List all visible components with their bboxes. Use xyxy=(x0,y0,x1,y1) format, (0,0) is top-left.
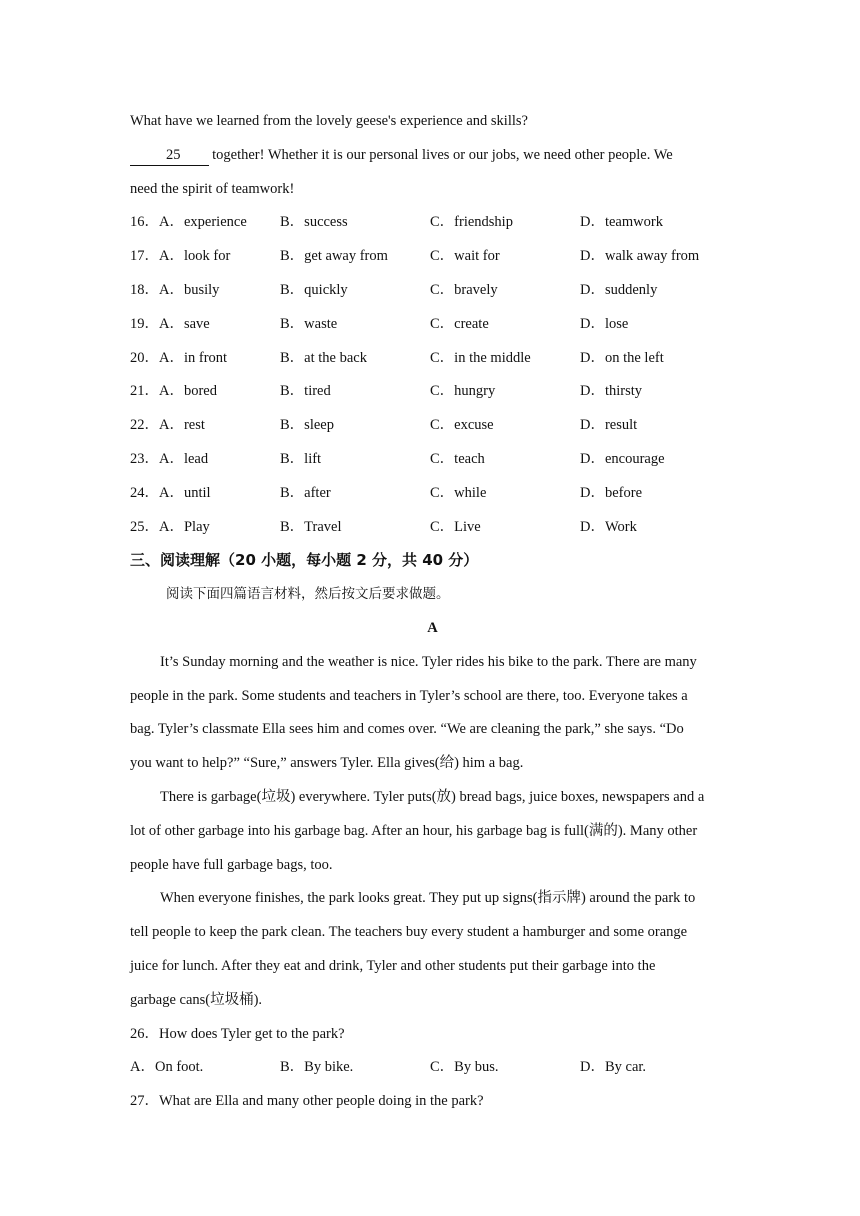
question-number: 18． xyxy=(130,281,159,298)
option-a-text: A．look for xyxy=(159,248,231,265)
option-a-text: A．Play xyxy=(159,518,210,535)
question-number: 19． xyxy=(130,315,159,332)
option-row-17 xyxy=(130,240,735,274)
blank-number: 25 xyxy=(166,146,181,163)
question-number: 22． xyxy=(130,417,159,434)
option-c: C．friendship xyxy=(430,214,513,231)
paragraph-line: It’s Sunday morning and the weather is nice. Tyler rides his bike to the park. There are many xyxy=(160,653,697,670)
exam-page xyxy=(130,105,735,1119)
option-a-text: A．busily xyxy=(159,281,220,298)
question-number: 24． xyxy=(130,484,159,501)
option-a-text: A．until xyxy=(159,484,211,501)
cloze-options-list xyxy=(130,206,735,544)
option-b: B．quickly xyxy=(280,281,348,298)
passage-paragraph xyxy=(130,882,735,1017)
option-a xyxy=(130,240,230,274)
option-d: D．suddenly xyxy=(580,281,658,298)
option-a-text: A．experience xyxy=(159,214,247,231)
option-d: D．By car. xyxy=(580,1059,647,1076)
passage-paragraph xyxy=(130,646,735,781)
option-row-25 xyxy=(130,511,735,545)
option-b: B．at the back xyxy=(280,349,367,366)
section-instruction: 阅读下面四篇语言材料，然后按文后要求做题。 xyxy=(166,586,450,603)
option-c: C．create xyxy=(430,315,489,332)
option-d: D．result xyxy=(580,417,638,434)
option-c: C．excuse xyxy=(430,417,494,434)
option-a-text: A．lead xyxy=(159,450,209,467)
option-c: C．in the middle xyxy=(430,349,531,366)
option-d: D．Work xyxy=(580,518,637,535)
option-d: D．encourage xyxy=(580,450,665,467)
paragraph-line: lot of other garbage into his garbage bag. After an hour, his garbage bag is full(满的). Many other xyxy=(130,822,698,839)
option-row-23 xyxy=(130,443,735,477)
option-d: D．thirsty xyxy=(580,383,643,400)
option-a xyxy=(130,308,210,342)
option-a xyxy=(130,274,219,308)
paragraph-line: people in the park. Some students and teachers in Tyler’s school are there, too. Everyone takes a xyxy=(130,687,688,704)
option-a xyxy=(130,477,211,511)
option-b: B．By bike. xyxy=(280,1059,354,1076)
option-d: D．lose xyxy=(580,315,629,332)
option-b: B．tired xyxy=(280,383,331,400)
answer-blank xyxy=(130,145,209,166)
option-c: C．By bus. xyxy=(430,1059,499,1076)
paragraph-line: people have full garbage bags, too. xyxy=(130,856,333,873)
paragraph-line: you want to help?” “Sure,” answers Tyler. Ella gives(给) him a bag. xyxy=(130,755,524,772)
option-b: B．lift xyxy=(280,450,322,467)
option-a xyxy=(130,206,247,240)
option-row-22 xyxy=(130,409,735,443)
option-d: D．on the left xyxy=(580,349,664,366)
option-row-16 xyxy=(130,206,735,240)
option-a-text: A．in front xyxy=(159,349,228,366)
option-a-text: A．rest xyxy=(159,417,205,434)
option-a-text: A．bored xyxy=(159,383,217,400)
blank-line-text: together! Whether it is our personal lives or our jobs, we need other people. We xyxy=(212,146,673,163)
option-c: C．bravely xyxy=(430,281,498,298)
intro-blank-line xyxy=(130,139,735,173)
option-a-text: A．save xyxy=(159,315,210,332)
option-d: D．teamwork xyxy=(580,214,663,231)
option-b: B．Travel xyxy=(280,518,342,535)
passage-title: A xyxy=(427,619,438,636)
option-b: B．waste xyxy=(280,315,338,332)
option-c: C．wait for xyxy=(430,248,500,265)
option-b: B．get away from xyxy=(280,248,388,265)
option-a xyxy=(130,409,205,443)
option-c: C．Live xyxy=(430,518,481,535)
question-number: 17． xyxy=(130,248,159,265)
option-b: B．after xyxy=(280,484,331,501)
option-c: C．hungry xyxy=(430,383,496,400)
paragraph-line: When everyone finishes, the park looks great. They put up signs(指示牌) around the park to xyxy=(160,890,696,907)
option-a xyxy=(130,443,208,477)
paragraph-line: juice for lunch. After they eat and drink, Tyler and other students put their garbage into the xyxy=(130,957,656,974)
intro-question-line: What have we learned from the lovely geese's experience and skills? xyxy=(130,113,528,129)
paragraph-line: garbage cans(垃圾桶). xyxy=(130,991,263,1008)
question-number: 21． xyxy=(130,383,159,400)
paragraph-line: There is garbage(垃圾) everywhere. Tyler puts(放) bread bags, juice boxes, newspapers and a xyxy=(160,788,705,805)
question-number: 23． xyxy=(130,450,159,467)
option-a xyxy=(130,342,227,376)
question-stem: 27．What are Ella and many other people doing in the park? xyxy=(130,1093,484,1110)
option-d: D．walk away from xyxy=(580,248,700,265)
question-options xyxy=(130,1051,735,1085)
option-c: C．teach xyxy=(430,450,485,467)
option-row-24 xyxy=(130,477,735,511)
option-row-18 xyxy=(130,274,735,308)
option-a xyxy=(130,511,210,545)
option-c: C．while xyxy=(430,484,487,501)
option-d: D．before xyxy=(580,484,643,501)
paragraph-line: bag. Tyler’s classmate Ella sees him and comes over. “We are cleaning the park,” she says. “Do xyxy=(130,721,684,738)
option-row-21 xyxy=(130,375,735,409)
section-title: 三、阅读理解（20 小题，每小题 2 分，共 40 分） xyxy=(130,551,479,570)
passage-paragraph xyxy=(130,781,735,882)
question-stem: 26．How does Tyler get to the park? xyxy=(130,1025,345,1042)
question-number: 20． xyxy=(130,349,159,366)
option-b: B．sleep xyxy=(280,417,334,434)
intro-continuation: need the spirit of teamwork! xyxy=(130,180,295,197)
question-number: 16． xyxy=(130,214,159,231)
option-row-20 xyxy=(130,342,735,376)
option-a: A．On foot. xyxy=(130,1059,204,1076)
option-a xyxy=(130,375,217,409)
option-row-19 xyxy=(130,308,735,342)
question-number: 25． xyxy=(130,518,159,535)
option-b: B．success xyxy=(280,214,348,231)
paragraph-line: tell people to keep the park clean. The teachers buy every student a hamburger and some orange xyxy=(130,924,688,941)
